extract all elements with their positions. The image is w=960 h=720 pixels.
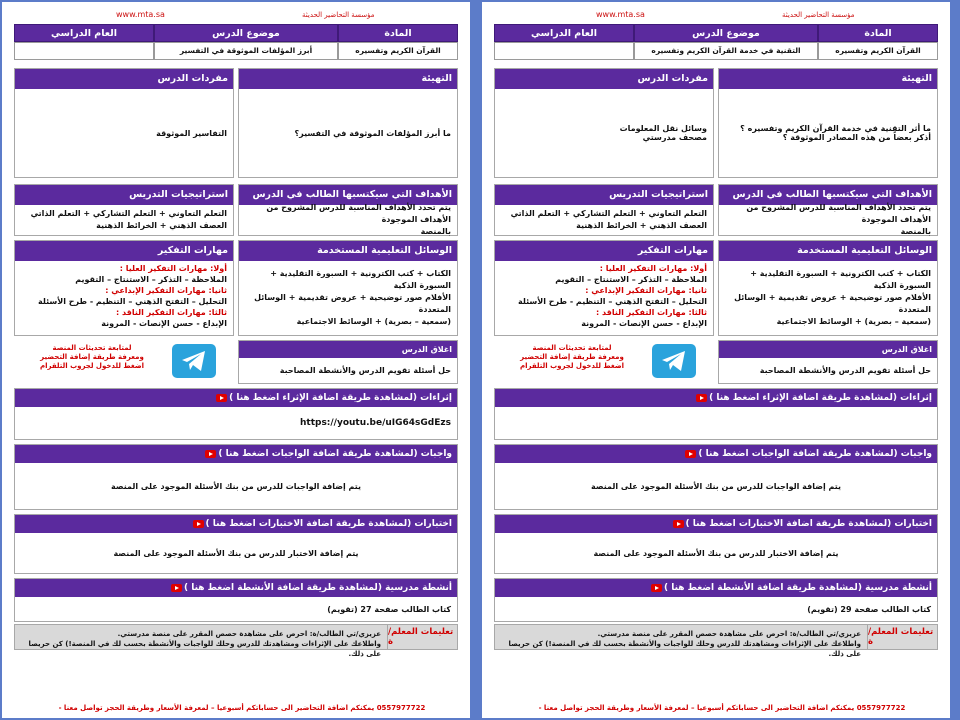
- strategies-title: استراتيجيات التدريس: [15, 185, 233, 205]
- text-line: (سمعية – بصرية) + الوسائط الاجتماعية: [296, 317, 451, 326]
- header-topic-label: موضوع الدرس: [154, 24, 338, 42]
- text-line: بالمنصة: [900, 227, 931, 236]
- warmup-body: [239, 89, 457, 177]
- text-line: لمتابعة تحديثات المنصة: [52, 344, 132, 352]
- activities-help-link[interactable]: (لمشاهدة طريقة اضافة الأنشطة اضغط هنا ): [183, 583, 382, 593]
- tests-content: يتم إضافة الاختبار للدرس من بنك الأسئلة الموجود على المنصة: [113, 548, 359, 558]
- strategies-body: [15, 205, 233, 235]
- enrich-help-link[interactable]: (لمشاهدة طريقة اضافة الإثراء اضغط هنا ): [229, 393, 417, 403]
- header-subject-label: المادة: [338, 24, 458, 42]
- skills-box: [494, 240, 714, 336]
- goals-box: [238, 184, 458, 236]
- telegram-promo[interactable]: [14, 340, 234, 384]
- activities-section: [14, 578, 458, 622]
- vocab-box: [494, 68, 714, 178]
- header-year-label: العام الدراسي: [14, 24, 154, 42]
- org-name: مؤسسة التحاضير الحديثة: [302, 11, 375, 19]
- text-line: ما أثر التقنية في خدمة القرآن الكريم وتفسيره ؟: [740, 124, 931, 133]
- text-line: العصف الذهني + الخرائط الذهنية: [96, 221, 227, 230]
- warmup-body: [719, 89, 937, 177]
- org-name: مؤسسة التحاضير الحديثة: [782, 11, 855, 19]
- homework-title: واجبات: [420, 449, 452, 459]
- aids-title: الوسائل التعليمية المستخدمة: [239, 241, 457, 261]
- goals-title: الأهداف التي سيكتسبها الطالب في الدرس: [719, 185, 937, 205]
- homework-section: [494, 444, 938, 510]
- youtube-icon[interactable]: [685, 450, 696, 458]
- youtube-icon[interactable]: [696, 394, 707, 402]
- skills-higher-heading: أولا: مهارات التفكير العليا :: [119, 264, 227, 273]
- text-line: وسائل نقل المعلومات: [619, 124, 707, 133]
- text-line: بالمنصة: [420, 227, 451, 236]
- text-line: اضغط للدخول لجروب التلقرام: [39, 362, 145, 370]
- enrich-title: إثراءات: [420, 393, 452, 403]
- text-line: الأفلام صور توضيحية + عروض تقديمية + الوسائل المتعددة: [734, 293, 931, 314]
- aids-title: الوسائل التعليمية المستخدمة: [719, 241, 937, 261]
- skills-box: [14, 240, 234, 336]
- tests-content: يتم إضافة الاختبار للدرس من بنك الأسئلة الموجود على المنصة: [593, 548, 839, 558]
- skills-creative-heading: ثانيا: مهارات التفكير الإبداعي :: [585, 286, 707, 295]
- instructions-label: تعليمات المعلم/ة: [387, 625, 457, 649]
- aids-box: [718, 240, 938, 336]
- youtube-icon[interactable]: [205, 450, 216, 458]
- enrich-title: إثراءات: [900, 393, 932, 403]
- text-line: عزيزي/تي الطالب/ة: احرص على مشاهدة حصص المقرر على منصة مدرستي.: [117, 630, 381, 638]
- lesson-plan-page-left: [2, 2, 470, 718]
- skills-title: مهارات التفكير: [495, 241, 713, 261]
- warmup-box: [718, 68, 938, 178]
- vocab-title: مفردات الدرس: [495, 69, 713, 89]
- aids-body: [719, 261, 937, 335]
- vocab-body: [15, 89, 233, 177]
- youtube-icon[interactable]: [193, 520, 204, 528]
- strategies-box: [14, 184, 234, 236]
- header-topic-value: أبرز المؤلفات الموثوقة في التفسير: [154, 42, 338, 60]
- homework-title: واجبات: [900, 449, 932, 459]
- enrich-section: [14, 388, 458, 440]
- closing-title: اغلاق الدرس: [239, 341, 457, 358]
- instructions-label: تعليمات المعلم/ة: [867, 625, 937, 649]
- skills-critical-heading: ثالثا: مهارات التفكير الناقد :: [596, 308, 707, 317]
- header-subject-label: المادة: [818, 24, 938, 42]
- text-line: ما أبرز المؤلفات الموثوقة في التفسير؟: [294, 128, 451, 138]
- skills-title: مهارات التفكير: [15, 241, 233, 261]
- text-line: (سمعية – بصرية) + الوسائط الاجتماعية: [776, 317, 931, 326]
- homework-help-link[interactable]: (لمشاهدة طريقة اضافة الواجبات اضغط هنا ): [698, 449, 898, 459]
- text-line: اضغط للدخول لجروب التلقرام: [519, 362, 625, 370]
- warmup-box: [238, 68, 458, 178]
- instructions-text: [15, 625, 387, 658]
- text-line: واطلاعك على الإثراءات ومشاهدتك للدرس وحلك للواجبات والأنشطة بحسب لك في المنصة!) كن حريصا على ذلك.: [28, 640, 381, 658]
- activities-header: [15, 579, 457, 597]
- text-line: يتم تحدد الأهداف المناسبة للدرس المشروح من الأهداف الموجودة: [266, 203, 451, 224]
- homework-header: [495, 445, 937, 463]
- text-line: لمتابعة تحديثات المنصة: [532, 344, 612, 352]
- aids-box: [238, 240, 458, 336]
- telegram-icon[interactable]: [652, 344, 696, 378]
- warmup-title: التهيئة: [239, 69, 457, 89]
- activities-help-link[interactable]: (لمشاهدة طريقة اضافة الأنشطة اضغط هنا ): [663, 583, 862, 593]
- skills-critical-list: الإبداع - حسن الإنصات - المرونة: [101, 319, 227, 328]
- text-line: التعلم التعاوني + التعلم التشاركي + التعلم الذاتي: [30, 209, 227, 218]
- aids-body: [239, 261, 457, 335]
- text-line: ومعرفة طريقة إضافة التحضير: [520, 353, 624, 361]
- footer-phone[interactable]: 0557977722: [376, 704, 426, 712]
- goals-box: [718, 184, 938, 236]
- homework-help-link[interactable]: (لمشاهدة طريقة اضافة الواجبات اضغط هنا ): [218, 449, 418, 459]
- homework-content: يتم إضافة الواجبات للدرس من بنك الأسئلة الموجود على المنصة: [110, 481, 362, 491]
- text-line: واطلاعك على الإثراءات ومشاهدتك للدرس وحلك للواجبات والأنشطة بحسب لك في المنصة!) كن حريصا على ذلك.: [508, 640, 861, 658]
- skills-body: [15, 261, 233, 335]
- text-line: العصف الذهني + الخرائط الذهنية: [576, 221, 707, 230]
- text-line: ومعرفة طريقة إضافة التحضير: [40, 353, 144, 361]
- vocab-body: [495, 89, 713, 177]
- footer-text: يمكنكم اضافة التحاضير الى حساباتكم أسبوعيا – لمعرفة الأسعار وطريقة الحجز تواصل معنا -: [58, 704, 375, 712]
- youtube-icon[interactable]: [651, 584, 662, 592]
- activities-section: [494, 578, 938, 622]
- text-line: عزيزي/تي الطالب/ة: احرص على مشاهدة حصص المقرر على منصة مدرستي.: [597, 630, 861, 638]
- header-subject-value: القرآن الكريم وتفسيره: [338, 42, 458, 60]
- activities-title: أنشطة مدرسية: [865, 583, 932, 593]
- skills-higher-list: الملاحظة – التذكر – الاستنتاج – التقويم: [75, 275, 227, 284]
- text-line: حل أسئلة تقويم الدرس والأنشطة المصاحبة: [759, 366, 931, 375]
- strategies-body: [495, 205, 713, 235]
- activities-content: كتاب الطالب صفحة 29 (تقويم): [807, 604, 931, 614]
- tests-header: [495, 515, 937, 533]
- goals-body: [719, 205, 937, 235]
- text-line: يتم تحدد الأهداف المناسبة للدرس المشروح من الأهداف الموجودة: [746, 203, 931, 224]
- enrich-content[interactable]: https://youtu.be/uIG64sGdEzs: [299, 418, 451, 428]
- footer-note: [522, 704, 922, 712]
- skills-body: [495, 261, 713, 335]
- header-topic-label: موضوع الدرس: [634, 24, 818, 42]
- enrich-header: [15, 389, 457, 407]
- header-year-label: العام الدراسي: [494, 24, 634, 42]
- tests-help-link[interactable]: (لمشاهدة طريقة اضافة الاختبارات اضغط هنا ): [205, 519, 412, 529]
- closing-box: [718, 340, 938, 384]
- text-line: أذكر بعضاً من هذه المصادر الموثوقة ؟: [782, 133, 931, 142]
- instructions-text: [495, 625, 867, 658]
- header-topic-value: التقنية في خدمة القرآن الكريم وتفسيره: [634, 42, 818, 60]
- skills-higher-list: الملاحظة – التذكر – الاستنتاج – التقويم: [555, 275, 707, 284]
- telegram-promo-text[interactable]: [498, 344, 646, 371]
- homework-header: [15, 445, 457, 463]
- footer-note: [42, 704, 442, 712]
- vocab-title: مفردات الدرس: [15, 69, 233, 89]
- text-line: مصحف مدرستي: [642, 133, 707, 142]
- vocab-box: [14, 68, 234, 178]
- goals-body: [239, 205, 457, 235]
- tests-section: [494, 514, 938, 574]
- youtube-icon[interactable]: [673, 520, 684, 528]
- skills-creative-list: التحليل – التفتح الذهني – التنظيم - طرح الأسئلة: [518, 297, 707, 306]
- telegram-icon[interactable]: [172, 344, 216, 378]
- header-year-value: [14, 42, 154, 60]
- text-line: الكتاب + كتب الكترونية + السبورة التقليدية + السبورة الذكية: [750, 269, 931, 290]
- footer-phone[interactable]: 0557977722: [856, 704, 906, 712]
- tests-title: اختبارات: [414, 519, 452, 529]
- activities-title: أنشطة مدرسية: [385, 583, 452, 593]
- homework-section: [14, 444, 458, 510]
- text-line: الأفلام صور توضيحية + عروض تقديمية + الوسائل المتعددة: [254, 293, 451, 314]
- text-line: الكتاب + كتب الكترونية + السبورة التقليدية + السبورة الذكية: [270, 269, 451, 290]
- teacher-instructions: [494, 624, 938, 658]
- enrich-content[interactable]: [495, 407, 937, 439]
- footer-text: يمكنكم اضافة التحاضير الى حساباتكم أسبوعيا – لمعرفة الأسعار وطريقة الحجز تواصل معنا -: [538, 704, 855, 712]
- closing-body: [719, 358, 937, 383]
- youtube-icon[interactable]: [216, 394, 227, 402]
- text-line: التعلم التعاوني + التعلم التشاركي + التعلم الذاتي: [510, 209, 707, 218]
- homework-content: يتم إضافة الواجبات للدرس من بنك الأسئلة الموجود على المنصة: [590, 481, 842, 491]
- site-url[interactable]: www.mta.sa: [116, 10, 165, 19]
- skills-higher-heading: أولا: مهارات التفكير العليا :: [599, 264, 707, 273]
- text-line: التفاسير الموثوقة: [156, 128, 227, 138]
- youtube-icon[interactable]: [171, 584, 182, 592]
- activities-header: [495, 579, 937, 597]
- site-url[interactable]: www.mta.sa: [596, 10, 645, 19]
- closing-box: [238, 340, 458, 384]
- closing-title: اغلاق الدرس: [719, 341, 937, 358]
- tests-header: [15, 515, 457, 533]
- enrich-help-link[interactable]: (لمشاهدة طريقة اضافة الإثراء اضغط هنا ): [709, 393, 897, 403]
- skills-critical-list: الإبداع - حسن الإنصات - المرونة: [581, 319, 707, 328]
- enrich-section: [494, 388, 938, 440]
- header-year-value: [494, 42, 634, 60]
- lesson-plan-page-right: [482, 2, 950, 718]
- strategies-box: [494, 184, 714, 236]
- goals-title: الأهداف التي سيكتسبها الطالب في الدرس: [239, 185, 457, 205]
- warmup-title: التهيئة: [719, 69, 937, 89]
- strategies-title: استراتيجيات التدريس: [495, 185, 713, 205]
- closing-body: [239, 358, 457, 383]
- skills-critical-heading: ثالثا: مهارات التفكير الناقد :: [116, 308, 227, 317]
- text-line: حل أسئلة تقويم الدرس والأنشطة المصاحبة: [279, 366, 451, 375]
- enrich-header: [495, 389, 937, 407]
- teacher-instructions: [14, 624, 458, 658]
- tests-title: اختبارات: [894, 519, 932, 529]
- tests-section: [14, 514, 458, 574]
- skills-creative-heading: ثانيا: مهارات التفكير الإبداعي :: [105, 286, 227, 295]
- activities-content: كتاب الطالب صفحة 27 (تقويم): [327, 604, 451, 614]
- tests-help-link[interactable]: (لمشاهدة طريقة اضافة الاختبارات اضغط هنا ): [685, 519, 892, 529]
- telegram-promo-text[interactable]: [18, 344, 166, 371]
- header-subject-value: القرآن الكريم وتفسيره: [818, 42, 938, 60]
- skills-creative-list: التحليل – التفتح الذهني – التنظيم - طرح الأسئلة: [38, 297, 227, 306]
- telegram-promo[interactable]: [494, 340, 714, 384]
